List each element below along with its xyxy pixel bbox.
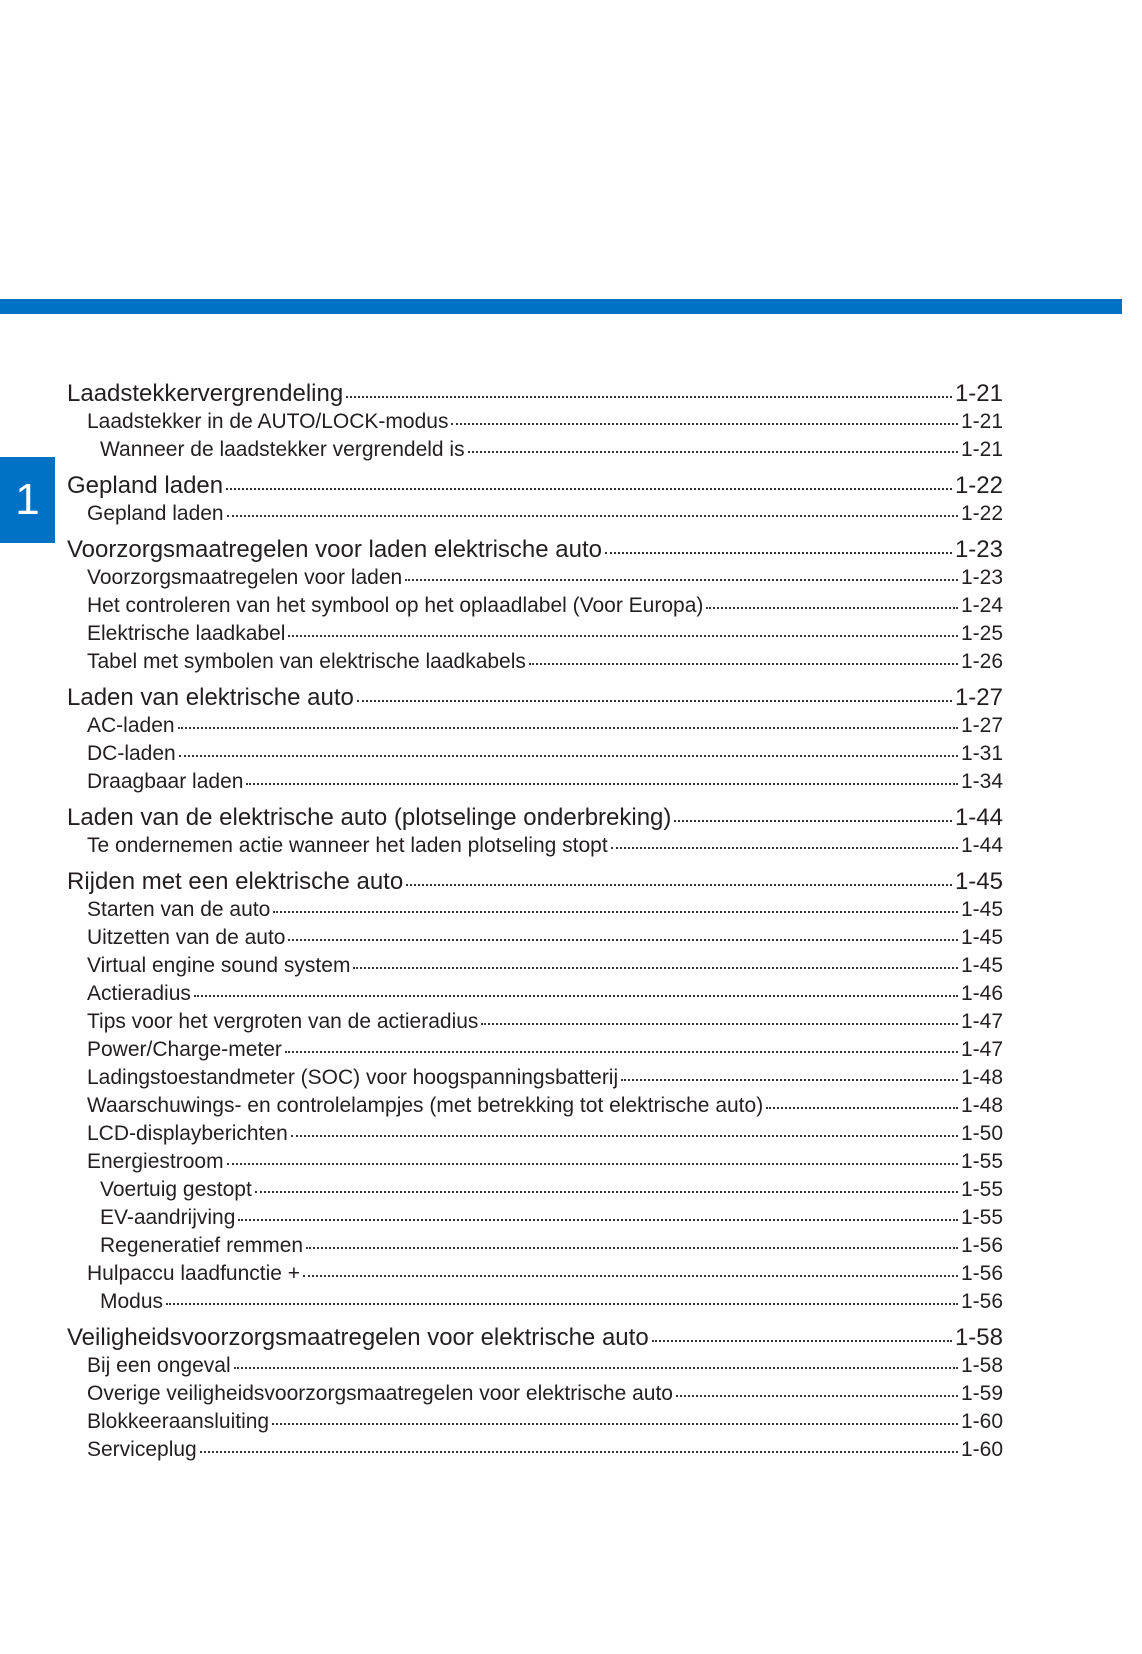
toc-entry[interactable]	[67, 1232, 1003, 1260]
toc-entry-title: Modus	[100, 1290, 164, 1313]
toc-entry-page: 1-60	[960, 1410, 1003, 1433]
toc-entry-title: Actieradius	[87, 982, 191, 1005]
toc-entry-page: 1-44	[960, 834, 1003, 857]
dot-leader	[451, 423, 958, 425]
toc-entry-title: Veiligheidsvoorzorgsmaatregelen voor elektrische auto	[67, 1324, 649, 1351]
dot-leader	[200, 1451, 958, 1453]
toc-entry-title: Elektrische laadkabel	[87, 622, 286, 645]
toc-entry-page: 1-21	[960, 410, 1003, 433]
toc-entry[interactable]	[67, 436, 1003, 464]
toc-entry-title: Tips voor het vergroten van de actieradius	[87, 1010, 479, 1033]
toc-entry-title: AC-laden	[87, 714, 175, 737]
toc-entry-page: 1-21	[960, 438, 1003, 461]
dot-leader	[405, 579, 958, 581]
dot-leader	[529, 663, 958, 665]
chapter-header-bar	[0, 299, 1122, 314]
dot-leader	[706, 607, 958, 609]
toc-entry[interactable]	[67, 564, 1003, 592]
toc-entry[interactable]	[67, 740, 1003, 768]
toc-entry[interactable]	[67, 952, 1003, 980]
toc-entry-title: Gepland laden	[67, 472, 224, 499]
toc-entry-page: 1-46	[960, 982, 1003, 1005]
toc-entry-title: Laadstekker in de AUTO/LOCK-modus	[87, 410, 449, 433]
toc-entry-title: Laadstekkervergrendeling	[67, 380, 344, 407]
toc-entry-title: Regeneratief remmen	[100, 1234, 304, 1257]
dot-leader	[346, 396, 952, 398]
toc-entry-page: 1-23	[960, 566, 1003, 589]
dot-leader	[676, 1395, 958, 1397]
toc-entry[interactable]	[67, 1008, 1003, 1036]
toc-entry[interactable]	[67, 832, 1003, 860]
dot-leader	[652, 1340, 952, 1342]
toc-entry-page: 1-25	[960, 622, 1003, 645]
table-of-contents	[67, 380, 1003, 1464]
toc-entry-title: Te ondernemen actie wanneer het laden plotseling stopt	[87, 834, 608, 857]
toc-entry[interactable]	[67, 1092, 1003, 1120]
toc-entry-title: Voorzorgsmaatregelen voor laden elektrische auto	[67, 536, 602, 563]
dot-leader	[353, 967, 958, 969]
toc-entry[interactable]	[67, 648, 1003, 676]
toc-heading[interactable]	[67, 868, 1003, 896]
dot-leader	[611, 847, 958, 849]
toc-entry-page: 1-24	[960, 594, 1003, 617]
dot-leader	[288, 939, 958, 941]
dot-leader	[194, 995, 958, 997]
dot-leader	[246, 783, 958, 785]
toc-entry-title: Bij een ongeval	[87, 1354, 231, 1377]
toc-entry-page: 1-56	[960, 1290, 1003, 1313]
toc-heading[interactable]	[67, 472, 1003, 500]
toc-entry-page: 1-56	[960, 1234, 1003, 1257]
toc-entry-page: 1-50	[960, 1122, 1003, 1145]
dot-leader	[179, 755, 958, 757]
toc-entry[interactable]	[67, 408, 1003, 436]
toc-entry-title: Laden van de elektrische auto (plotselinge onderbreking)	[67, 804, 672, 831]
dot-leader	[357, 700, 952, 702]
toc-entry-page: 1-58	[954, 1324, 1003, 1351]
toc-entry-title: Serviceplug	[87, 1438, 197, 1461]
dot-leader	[674, 820, 952, 822]
toc-entry-title: Rijden met een elektrische auto	[67, 868, 404, 895]
toc-entry[interactable]	[67, 1148, 1003, 1176]
toc-entry-title: Voertuig gestopt	[100, 1178, 252, 1201]
toc-entry[interactable]	[67, 768, 1003, 796]
toc-entry-page: 1-47	[960, 1038, 1003, 1061]
toc-entry[interactable]	[67, 592, 1003, 620]
toc-entry-title: DC-laden	[87, 742, 176, 765]
toc-entry-page: 1-56	[960, 1262, 1003, 1285]
dot-leader	[303, 1275, 958, 1277]
toc-entry-page: 1-22	[954, 472, 1003, 499]
toc-entry-title: Het controleren van het symbool op het oplaadlabel (Voor Europa)	[87, 594, 704, 617]
toc-entry-page: 1-23	[954, 536, 1003, 563]
toc-entry[interactable]	[67, 980, 1003, 1008]
toc-entry[interactable]	[67, 500, 1003, 528]
toc-entry-title: Tabel met symbolen van elektrische laadkabels	[87, 650, 526, 673]
toc-entry[interactable]	[67, 1436, 1003, 1464]
toc-entry-page: 1-26	[960, 650, 1003, 673]
dot-leader	[234, 1367, 958, 1369]
dot-leader	[227, 1163, 958, 1165]
toc-entry[interactable]	[67, 1352, 1003, 1380]
toc-entry[interactable]	[67, 1120, 1003, 1148]
toc-heading[interactable]	[67, 1324, 1003, 1352]
dot-leader	[291, 1135, 958, 1137]
dot-leader	[255, 1191, 958, 1193]
toc-entry-title: Starten van de auto	[87, 898, 271, 921]
toc-entry-title: Power/Charge-meter	[87, 1038, 282, 1061]
toc-entry-title: EV-aandrijving	[100, 1206, 236, 1229]
dot-leader	[605, 552, 952, 554]
toc-entry[interactable]	[67, 1408, 1003, 1436]
toc-entry-title: Waarschuwings- en controlelampjes (met betrekking tot elektrische auto)	[87, 1094, 764, 1117]
toc-entry-page: 1-45	[960, 898, 1003, 921]
toc-entry-page: 1-48	[960, 1066, 1003, 1089]
dot-leader	[273, 911, 958, 913]
toc-entry-page: 1-31	[960, 742, 1003, 765]
toc-entry-page: 1-45	[960, 926, 1003, 949]
dot-leader	[306, 1247, 958, 1249]
dot-leader	[766, 1107, 958, 1109]
toc-entry-page: 1-60	[960, 1438, 1003, 1461]
toc-entry-title: Virtual engine sound system	[87, 954, 351, 977]
toc-entry[interactable]	[67, 1288, 1003, 1316]
toc-entry-title: Draagbaar laden	[87, 770, 244, 793]
toc-entry-page: 1-55	[960, 1206, 1003, 1229]
toc-entry[interactable]	[67, 1176, 1003, 1204]
dot-leader	[178, 727, 958, 729]
toc-entry-page: 1-48	[960, 1094, 1003, 1117]
toc-entry-page: 1-45	[954, 868, 1003, 895]
dot-leader	[272, 1423, 958, 1425]
toc-entry[interactable]	[67, 1064, 1003, 1092]
dot-leader	[481, 1023, 958, 1025]
toc-entry-title: Hulpaccu laadfunctie +	[87, 1262, 301, 1285]
toc-entry-title: Wanneer de laadstekker vergrendeld is	[100, 438, 465, 461]
toc-entry-page: 1-55	[960, 1178, 1003, 1201]
toc-entry-title: Overige veiligheidsvoorzorgsmaatregelen voor elektrische auto	[87, 1382, 673, 1405]
toc-entry-page: 1-34	[960, 770, 1003, 793]
toc-entry-page: 1-45	[960, 954, 1003, 977]
dot-leader	[226, 488, 952, 490]
toc-entry-page: 1-55	[960, 1150, 1003, 1173]
toc-entry-page: 1-47	[960, 1010, 1003, 1033]
toc-entry[interactable]	[67, 924, 1003, 952]
toc-entry-title: Blokkeeraansluiting	[87, 1410, 270, 1433]
toc-entry-page: 1-27	[954, 684, 1003, 711]
toc-heading[interactable]	[67, 380, 1003, 408]
dot-leader	[238, 1219, 958, 1221]
toc-entry-title: LCD-displayberichten	[87, 1122, 288, 1145]
toc-entry[interactable]	[67, 712, 1003, 740]
toc-entry-title: Laden van elektrische auto	[67, 684, 354, 711]
dot-leader	[285, 1051, 958, 1053]
toc-entry[interactable]	[67, 1380, 1003, 1408]
dot-leader	[227, 515, 958, 517]
toc-entry-page: 1-44	[954, 804, 1003, 831]
toc-entry-page: 1-58	[960, 1354, 1003, 1377]
dot-leader	[288, 635, 958, 637]
toc-entry-page: 1-59	[960, 1382, 1003, 1405]
toc-entry-page: 1-22	[960, 502, 1003, 525]
toc-entry-page: 1-27	[960, 714, 1003, 737]
toc-heading[interactable]	[67, 804, 1003, 832]
toc-entry-title: Uitzetten van de auto	[87, 926, 286, 949]
toc-entry-title: Gepland laden	[87, 502, 224, 525]
dot-leader	[406, 884, 952, 886]
toc-entry-title: Ladingstoestandmeter (SOC) voor hoogspanningsbatterij	[87, 1066, 619, 1089]
dot-leader	[166, 1303, 958, 1305]
toc-heading[interactable]	[67, 536, 1003, 564]
toc-entry[interactable]	[67, 1036, 1003, 1064]
dot-leader	[621, 1079, 958, 1081]
toc-entry-page: 1-21	[954, 380, 1003, 407]
dot-leader	[468, 451, 958, 453]
toc-entry[interactable]	[67, 896, 1003, 924]
chapter-tab: 1	[0, 457, 55, 543]
toc-heading[interactable]	[67, 684, 1003, 712]
toc-entry[interactable]	[67, 620, 1003, 648]
toc-entry-title: Voorzorgsmaatregelen voor laden	[87, 566, 403, 589]
toc-entry[interactable]	[67, 1204, 1003, 1232]
toc-entry[interactable]	[67, 1260, 1003, 1288]
toc-entry-title: Energiestroom	[87, 1150, 224, 1173]
